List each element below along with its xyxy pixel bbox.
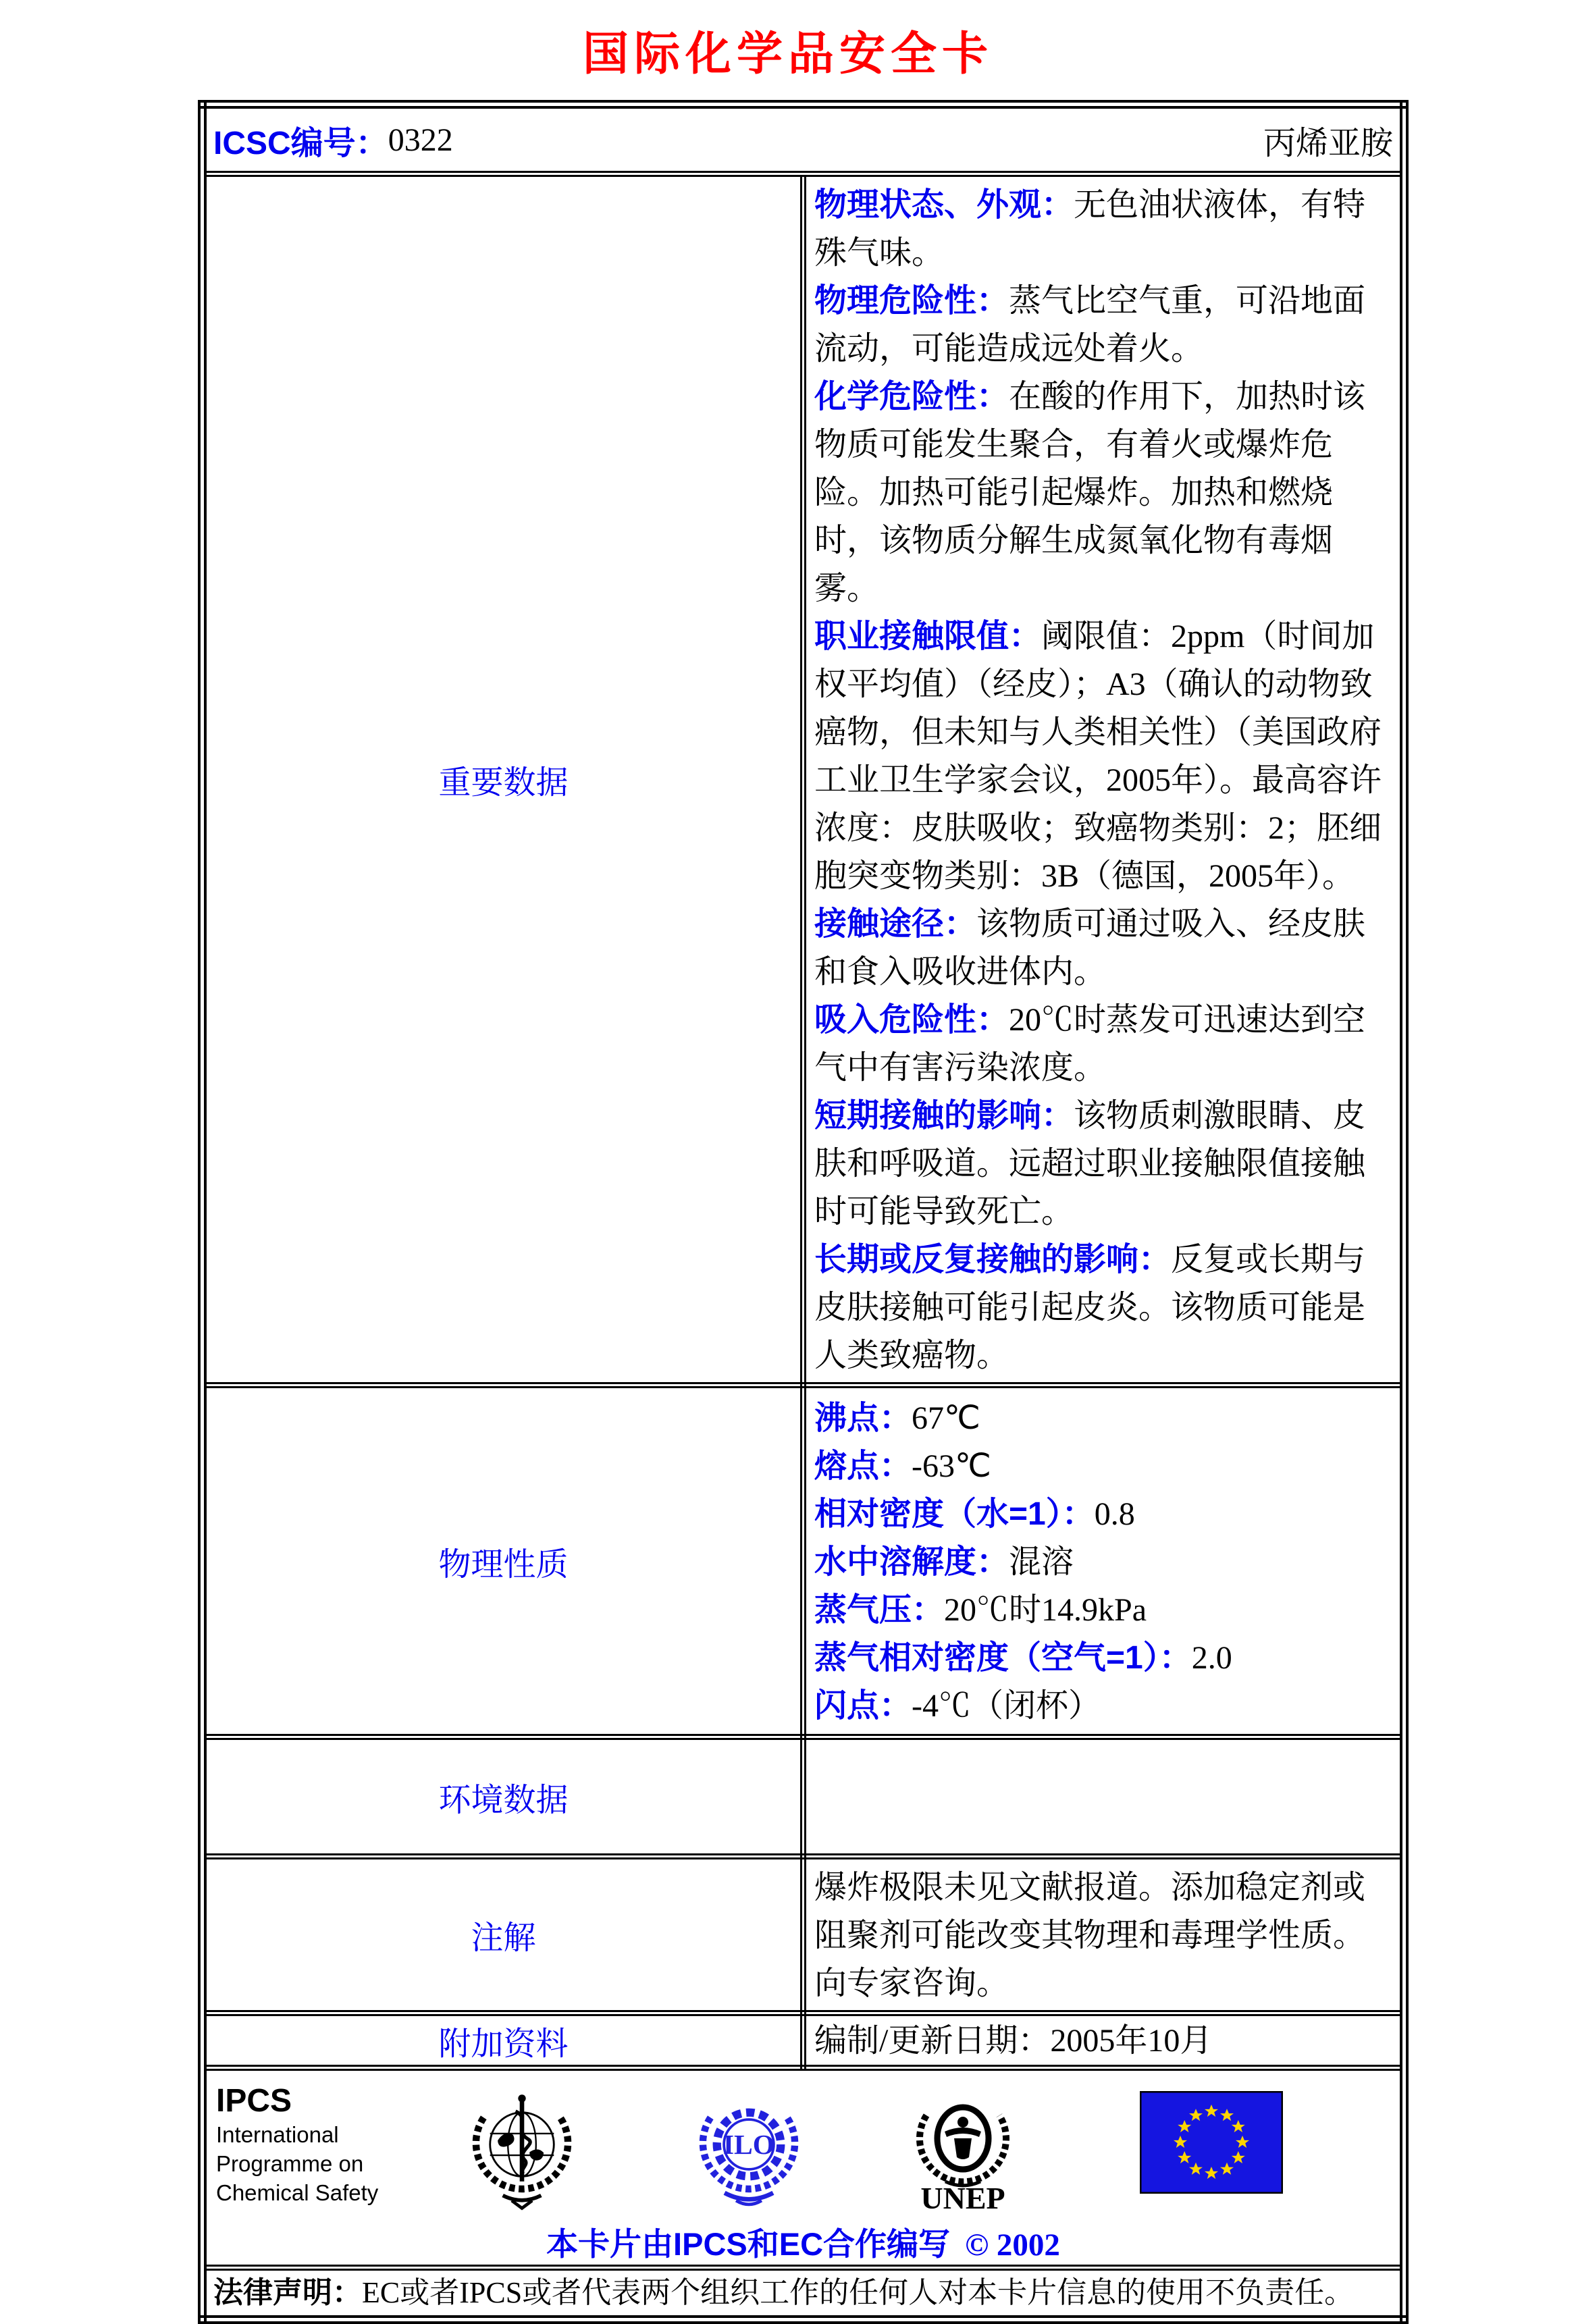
caption-text: 本卡片由IPCS和EC合作编写 (546, 2226, 951, 2262)
important-item (814, 1236, 1394, 1379)
item-label: 物理危险性： (814, 283, 1009, 319)
environment-data-row (203, 1737, 1404, 1857)
item-value: 67℃ (912, 1400, 980, 1436)
item-value: 0.8 (1094, 1496, 1135, 1532)
item-text: 20℃时蒸发可迅速达到空气中有害污染浓度。 (814, 1002, 1366, 1086)
physical-item (814, 1490, 1394, 1538)
eu-flag-icon (1140, 2091, 1283, 2194)
environment-data-content (804, 1737, 1404, 1857)
page-title: 国际化学品安全卡 (582, 28, 993, 80)
important-item (814, 373, 1394, 612)
item-label: 长期或反复接触的影响： (814, 1242, 1172, 1277)
item-label: 熔点： (814, 1448, 912, 1484)
chemical-name: 丙烯亚胺 (1263, 125, 1393, 161)
section-label-physical: 物理性质 (203, 1385, 804, 1737)
header-cell (203, 105, 1404, 174)
physical-item (814, 1442, 1394, 1490)
ipcs-abbr: IPCS (216, 2082, 292, 2119)
notes-content: 爆炸极限未见文献报道。添加稳定剂或阻聚剂可能改变其物理和毒理学性质。向专家咨询。 (804, 1857, 1404, 2013)
item-text: 反复或长期与皮肤接触可能引起皮炎。该物质可能是人类致癌物。 (814, 1242, 1366, 1373)
item-label: 相对密度（水=1）： (814, 1496, 1095, 1532)
important-data-row (203, 174, 1404, 1385)
notes-row (203, 1857, 1404, 2013)
section-label-environment: 环境数据 (203, 1737, 804, 1857)
additional-info-row (203, 2013, 1404, 2068)
item-label: 闪点： (814, 1687, 912, 1724)
legal-text: EC或者IPCS或者代表两个组织工作的任何人对本卡片信息的使用不负责任。 (362, 2276, 1355, 2309)
item-value: -63℃ (912, 1448, 991, 1484)
item-label: 职业接触限值： (814, 618, 1042, 654)
physical-item (814, 1634, 1394, 1682)
logos-cell (203, 2068, 1404, 2268)
who-logo-icon (458, 2074, 586, 2215)
important-item (814, 181, 1394, 277)
item-label: 物理状态、外观： (814, 187, 1074, 223)
physical-item (814, 1586, 1394, 1634)
icsc-number-value: 0322 (388, 122, 453, 158)
item-text: 蒸气比空气重，可沿地面流动，可能造成远处着火。 (814, 283, 1366, 367)
ipcs-line: Programme on (216, 2150, 364, 2176)
section-label-notes: 注解 (203, 1857, 804, 2013)
physical-item (814, 1394, 1394, 1442)
item-label: 短期接触的影响： (814, 1098, 1074, 1134)
important-data-content (804, 174, 1404, 1385)
item-label: 接触途径： (814, 906, 977, 942)
item-value: 2.0 (1191, 1639, 1232, 1676)
physical-item (814, 1682, 1394, 1730)
item-text: 阈限值：2ppm（时间加权平均值）（经皮）；A3（确认的动物致癌物，但未知与人类相关性）（美国政府工业卫生学家会议，2005年）。最高容许浓度：皮肤吸收；致癌物类别：2；胚细胞突变物类别：3B（德国，2005年）。 (814, 618, 1382, 894)
header-row (203, 105, 1404, 174)
ipcs-line: International (216, 2121, 339, 2147)
important-item (814, 996, 1394, 1092)
physical-item (814, 1538, 1394, 1586)
physical-properties-row (203, 1385, 1404, 1737)
item-label: 蒸气压： (814, 1591, 945, 1628)
copyright-text: © 2002 (965, 2227, 1060, 2263)
item-value: -4℃（闭杯） (912, 1687, 1101, 1724)
physical-properties-content (804, 1385, 1404, 1737)
important-item (814, 612, 1394, 900)
ipcs-text-block (216, 2082, 393, 2207)
item-label: 沸点： (814, 1400, 912, 1436)
item-label: 蒸气相对密度（空气=1）： (814, 1639, 1192, 1676)
ipcs-line: Chemical Safety (216, 2180, 379, 2205)
item-label: 化学危险性： (814, 379, 1009, 415)
important-item (814, 900, 1394, 996)
important-item (814, 1092, 1394, 1236)
section-label-important: 重要数据 (203, 174, 804, 1385)
section-label-additional: 附加资料 (203, 2013, 804, 2068)
legal-notice-row (203, 2268, 1404, 2320)
logo-strip (207, 2071, 1400, 2218)
item-text: 该物质刺激眼睛、皮肤和呼吸道。远超过职业接触限值接触时可能导致死亡。 (814, 1098, 1366, 1230)
item-text: 无色油状液体，有特殊气味。 (814, 187, 1366, 271)
item-value: 20℃时14.9kPa (944, 1591, 1147, 1628)
unep-caption: UNEP (920, 2180, 1005, 2215)
icsc-number-label: ICSC编号： (213, 125, 388, 161)
unep-logo-icon (902, 2072, 1024, 2217)
legal-label: 法律声明： (213, 2276, 362, 2309)
svg-text:ILO: ILO (723, 2129, 775, 2161)
item-text: 该物质可通过吸入、经皮肤和食入吸收进体内。 (814, 906, 1366, 990)
important-item (814, 277, 1394, 373)
item-value: 混溶 (1009, 1543, 1074, 1580)
logos-row (203, 2068, 1404, 2268)
item-text: 在酸的作用下，加热时该物质可能发生聚合，有着火或爆炸危险。加热可能引起爆炸。加热和燃烧时，该物质分解生成氮氧化物有毒烟雾。 (814, 379, 1366, 606)
cooperation-caption (207, 2219, 1400, 2265)
item-label: 吸入危险性： (814, 1002, 1009, 1038)
icsc-card-table (198, 100, 1409, 2324)
ilo-logo-icon (685, 2074, 813, 2215)
item-label: 水中溶解度： (814, 1543, 1009, 1580)
additional-info-content: 编制/更新日期：2005年10月 (804, 2013, 1404, 2068)
legal-notice-cell (203, 2268, 1404, 2320)
